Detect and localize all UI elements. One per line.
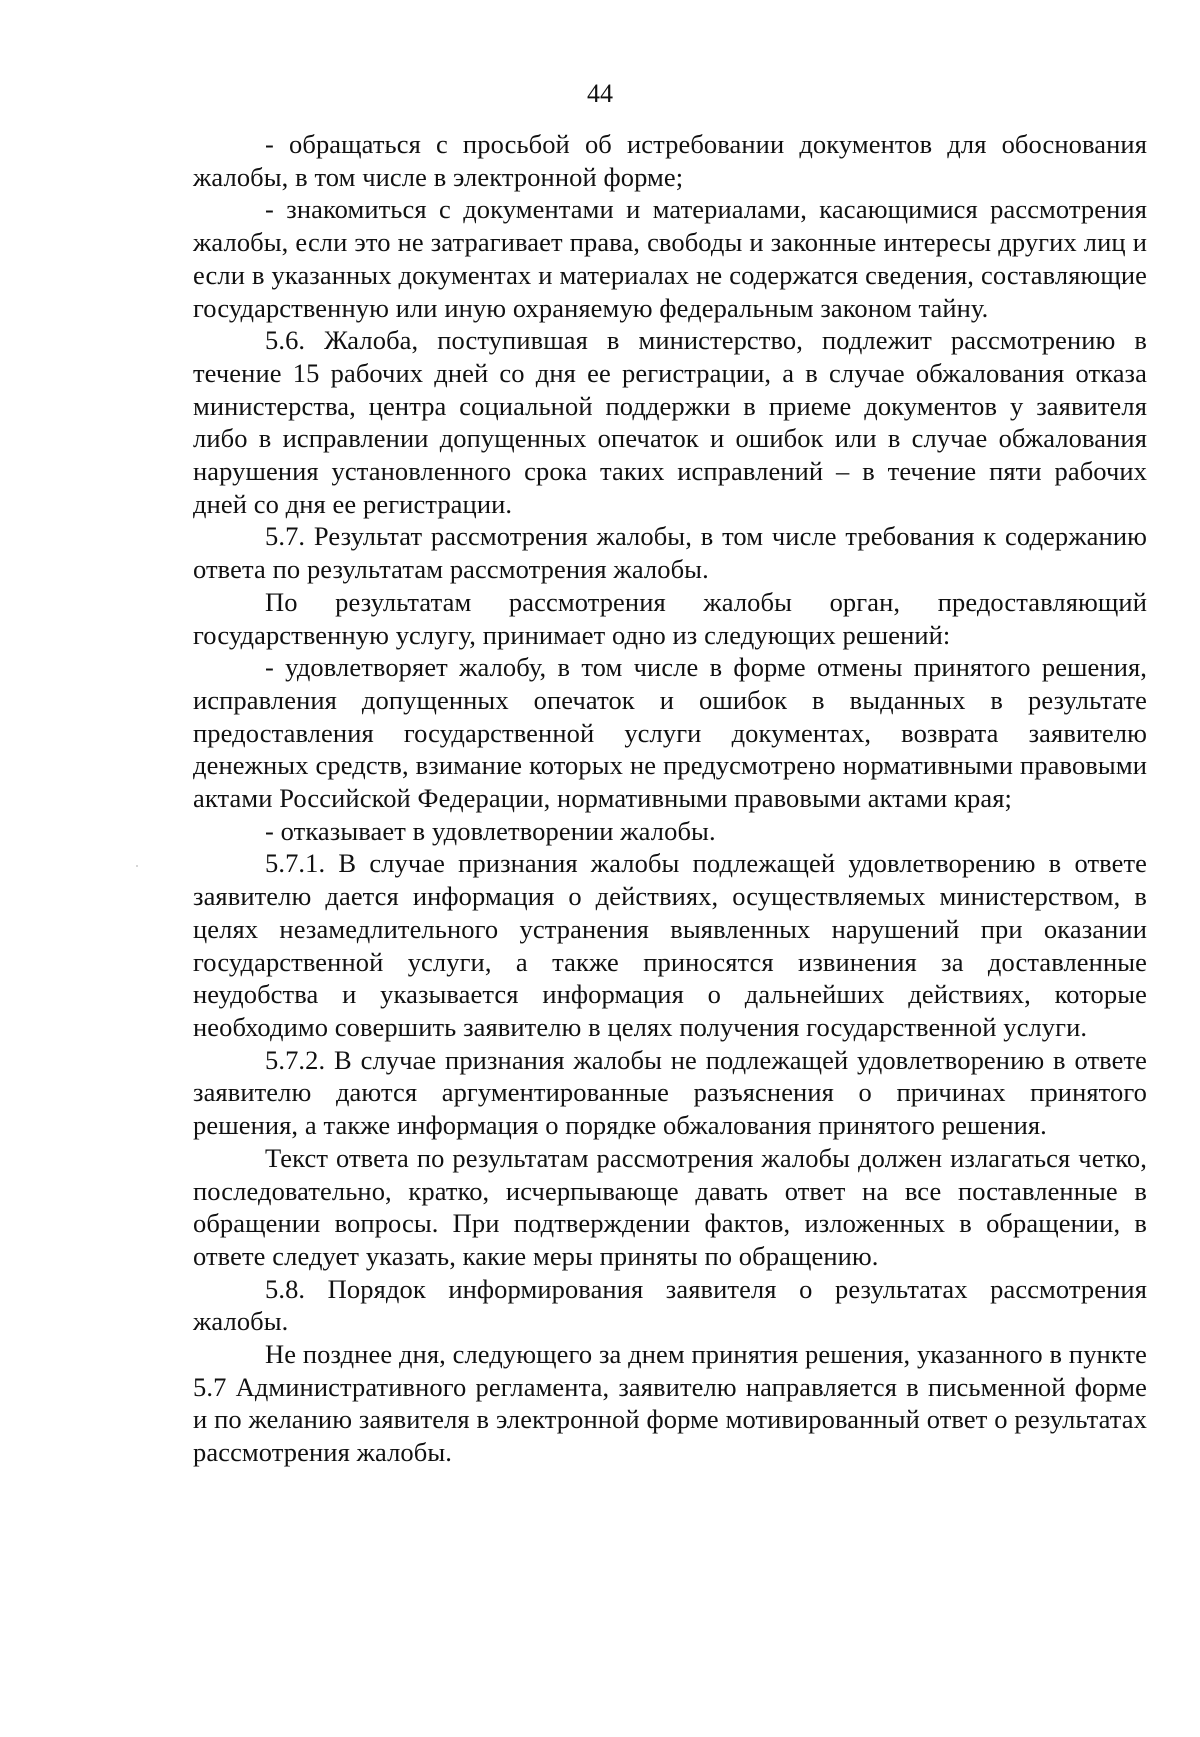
paragraph: Текст ответа по результатам рассмотрения жалобы должен излагаться четко, последовательно, кратко, исчерпывающе давать ответ на все поставленные в обращении вопросы. При подтверждении фактов, изложенных в обращении, в ответе следует указать, какие меры приняты по обращению. [193, 1142, 1147, 1271]
paragraph: - обращаться с просьбой об истребовании документов для обоснования жалобы, в том числе в электронной форме; [193, 129, 1147, 192]
paragraph: По результатам рассмотрения жалобы орган, предоставляющий государственную услугу, принимает одно из следующих решений: [193, 586, 1147, 650]
paragraph: - отказывает в удовлетворении жалобы. [265, 815, 716, 846]
paragraph: 5.7.1. В случае признания жалобы подлежащей удовлетворению в ответе заявителю дается информация о действиях, осуществляемых министерством, в целях незамедлительного устранения выявленных нарушений при оказании государственной услуги, а также приносятся извинения за доставленные неудобства и указывается информация о дальнейших действиях, которые необходимо совершить заявителю в целях получения государственной услуги. [193, 848, 1147, 1042]
paragraph: - удовлетворяет жалобу, в том числе в форме отмены принятого решения, исправления допущенных опечаток и ошибок в выданных в результате предоставления государственной услуги документах, возврата заявителю денежных средств, взимание которых не предусмотрено нормативными правовыми актами Российской Федерации, нормативными правовыми актами края; [193, 652, 1147, 814]
paragraph: 5.6. Жалоба, поступившая в министерство, подлежит рассмотрению в течение 15 рабочих дней со дня ее регистрации, а в случае обжалования отказа министерства, центра социальной поддержки в приеме документов у заявителя либо в исправлении допущенных опечаток и ошибок или в случае обжалования нарушения установленного срока таких исправлений – в течение пяти рабочих дней со дня ее регистрации. [193, 325, 1147, 519]
paragraph: 5.7. Результат рассмотрения жалобы, в том числе требования к содержанию ответа по результатам рассмотрения жалобы. [193, 521, 1147, 585]
scan-artifact [136, 865, 138, 867]
paragraph: Не позднее дня, следующего за днем принятия решения, указанного в пункте 5.7 Административного регламента, заявителю направляется в письменной форме и по желанию заявителя в электронной форме мотивированный ответ о результатах рассмотрения жалобы. [193, 1339, 1147, 1468]
paragraph: 5.8. Порядок информирования заявителя о результатах рассмотрения жалобы. [193, 1273, 1147, 1337]
page-number: 44 [587, 79, 613, 108]
paragraph: 5.7.2. В случае признания жалобы не подлежащей удовлетворению в ответе заявителю даются аргументированные разъяснения о причинах принятого решения, а также информация о порядке обжалования принятого решения. [193, 1044, 1147, 1141]
paragraph: - знакомиться с документами и материалами, касающимися рассмотрения жалобы, если это не затрагивает права, свободы и законные интересы других лиц и если в указанных документах и материалах не содержатся сведения, составляющие государственную или иную охраняемую федеральным законом тайну. [193, 194, 1147, 323]
document-body [193, 128, 1147, 1469]
